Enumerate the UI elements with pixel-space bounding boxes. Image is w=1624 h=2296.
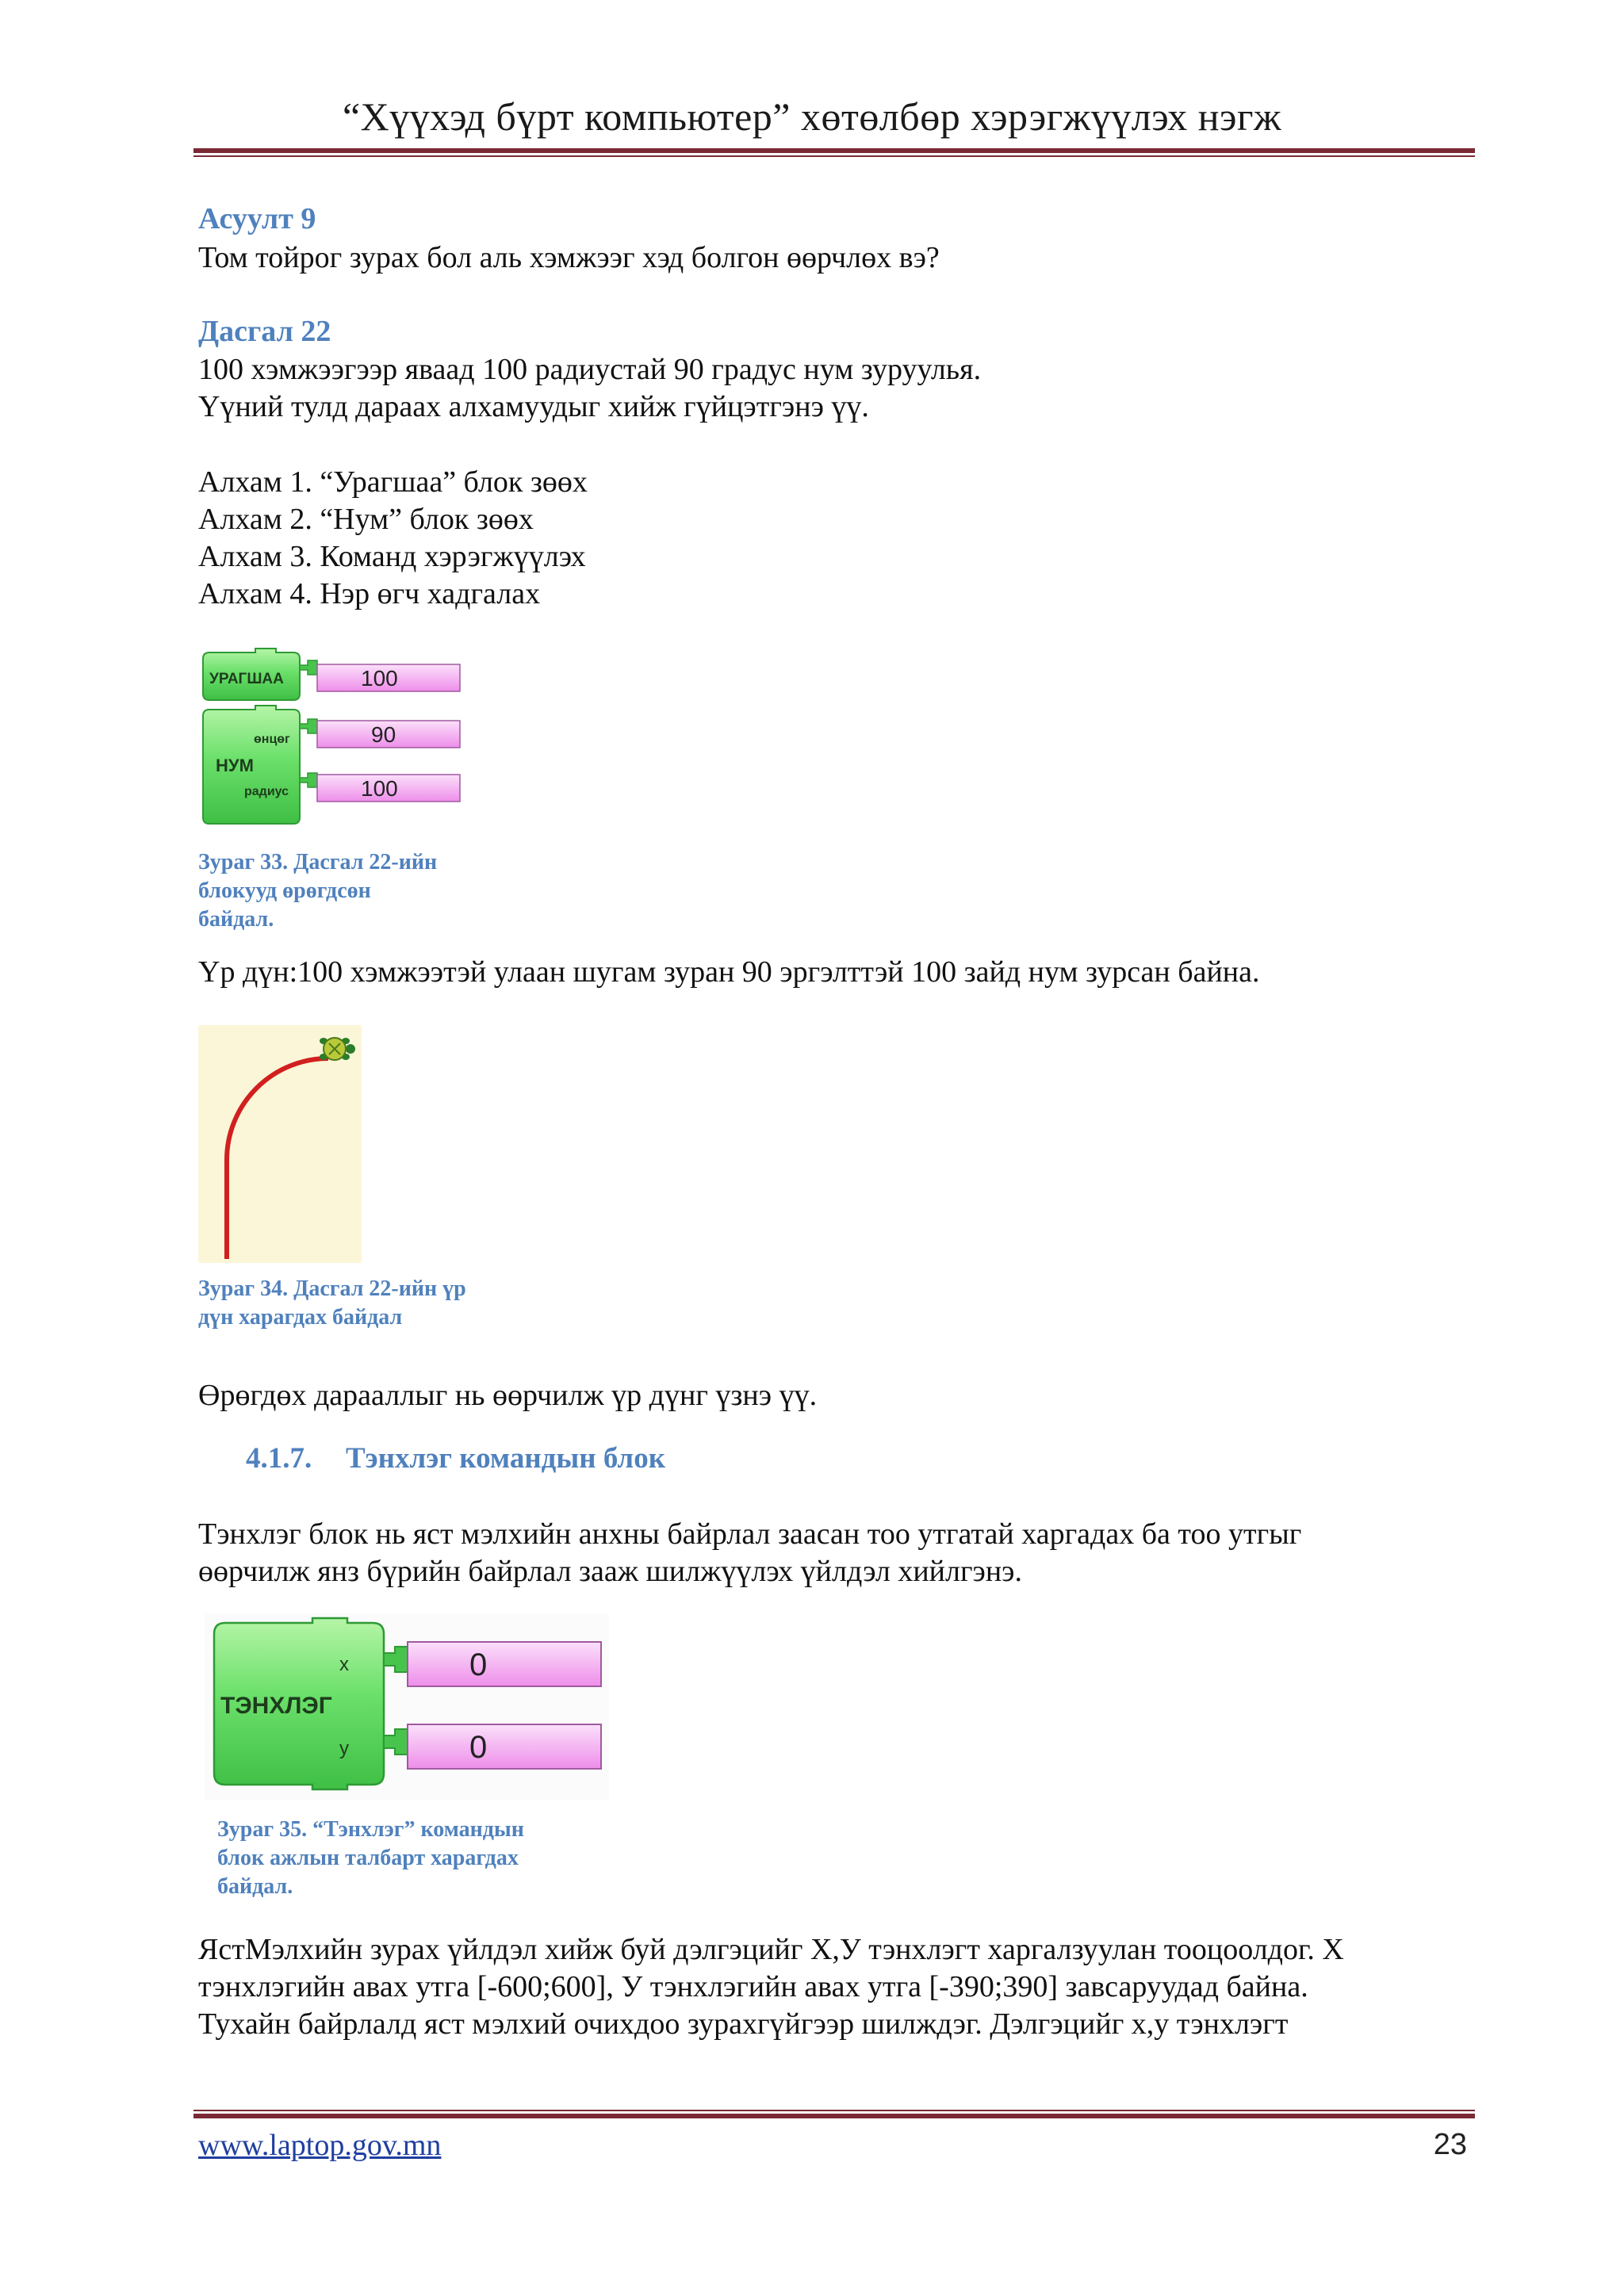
subsection-number: 4.1.7. [246, 1442, 312, 1475]
forward-value-slot [317, 664, 460, 691]
x-value: 0 [469, 1647, 488, 1682]
radius-label: радиус [244, 785, 289, 798]
arc-label: НУМ [216, 756, 254, 775]
question-heading: Асуулт 9 [198, 202, 316, 235]
axis-block [214, 1618, 409, 1789]
exercise-line-2: Үүний тулд дараах алхамуудыг хийж гүйцэтгэнэ үү. [198, 390, 869, 423]
figure-34-caption: Зураг 34. Дасгал 22-ийн үр дүн харагдах байдал [198, 1276, 466, 1330]
x-label: x [339, 1654, 349, 1675]
axis-block-label: ТЭНХЛЭГ [220, 1693, 332, 1719]
subsection-heading [246, 1441, 665, 1475]
forward-value: 100 [361, 666, 398, 691]
footer-website-link[interactable]: www.laptop.gov.mn [198, 2129, 442, 2162]
page-number: 23 [1433, 2128, 1467, 2161]
axis-paragraph-line-2: өөрчилж янз бүрийн байрлал зааж шилжүүлэх үйлдэл хийлгэнэ. [198, 1555, 1022, 1588]
figure-33-blocks [198, 646, 476, 830]
radius-value-slot [317, 775, 460, 802]
header-rule [193, 148, 1475, 157]
figure-35-axis-block [205, 1613, 609, 1800]
forward-block [203, 649, 317, 700]
subsection-title: Тэнхлэг командын блок [346, 1442, 666, 1475]
y-value-slot [408, 1724, 601, 1769]
question-text: Том тойрог зурах бол аль хэмжээг хэд болгон өөрчлөх вэ? [198, 241, 940, 274]
step-1: Алхам 1. “Урагшаа” блок зөөх [198, 465, 588, 499]
change-order-text: Өрөгдөх дарааллыг нь өөрчилж үр дүнг үзнэ үү. [198, 1379, 818, 1412]
figure-35-caption: Зураг 35. “Тэнхлэг” командын блок ажлын талбарт харагдах байдал. [217, 1817, 524, 1899]
step-4: Алхам 4. Нэр өгч хадгалах [198, 577, 541, 610]
step-3: Алхам 3. Команд хэрэгжүүлэх [198, 540, 586, 573]
page-header-title: “Хүүхэд бүрт компьютер” хөтөлбөр хэрэгжүүлэх нэгж [342, 94, 1282, 139]
radius-value: 100 [361, 776, 398, 801]
final-paragraph-line-2: тэнхлэгийн авах утга [-600;600], У тэнхлэгийн авах утга [-390;390] завсаруудад байна. [198, 1970, 1308, 2003]
y-label: y [339, 1738, 349, 1759]
final-paragraph-line-3: Тухайн байрлалд яст мэлхий очихдоо зурахгүйгээр шилждэг. Дэлгэцийг х,у тэнхлэгт [198, 2007, 1289, 2041]
y-value: 0 [469, 1730, 488, 1765]
step-2: Алхам 2. “Нум” блок зөөх [198, 503, 534, 536]
arc-block [203, 706, 317, 824]
forward-label: УРАГШАА [209, 671, 284, 687]
angle-value: 90 [371, 722, 396, 747]
final-paragraph-line-1: ЯстМэлхийн зурах үйлдэл хийж буй дэлгэцийг Х,У тэнхлэгт харгалзуулан тооцоолдог. Х [198, 1933, 1344, 1966]
axis-paragraph-line-1: Тэнхлэг блок нь яст мэлхийн анхны байрлал заасан тоо утгатай харгадах ба тоо утгыг [198, 1517, 1302, 1551]
figure-34-result-canvas [198, 1025, 362, 1263]
footer-rule [193, 2110, 1475, 2118]
exercise-line-1: 100 хэмжээгээр яваад 100 радиустай 90 градус нум зуруулья. [198, 353, 982, 386]
x-value-slot [408, 1642, 601, 1686]
exercise-heading: Дасгал 22 [198, 315, 331, 348]
figure-33-caption: Зураг 33. Дасгал 22-ийн блокууд өрөгдсөн байдал. [198, 850, 438, 932]
angle-value-slot [317, 721, 460, 748]
result-text: Үр дүн:100 хэмжээтэй улаан шугам зуран 90 эргэлттэй 100 зайд нум зурсан байна. [198, 955, 1260, 989]
angle-label: өнцөг [254, 733, 290, 746]
